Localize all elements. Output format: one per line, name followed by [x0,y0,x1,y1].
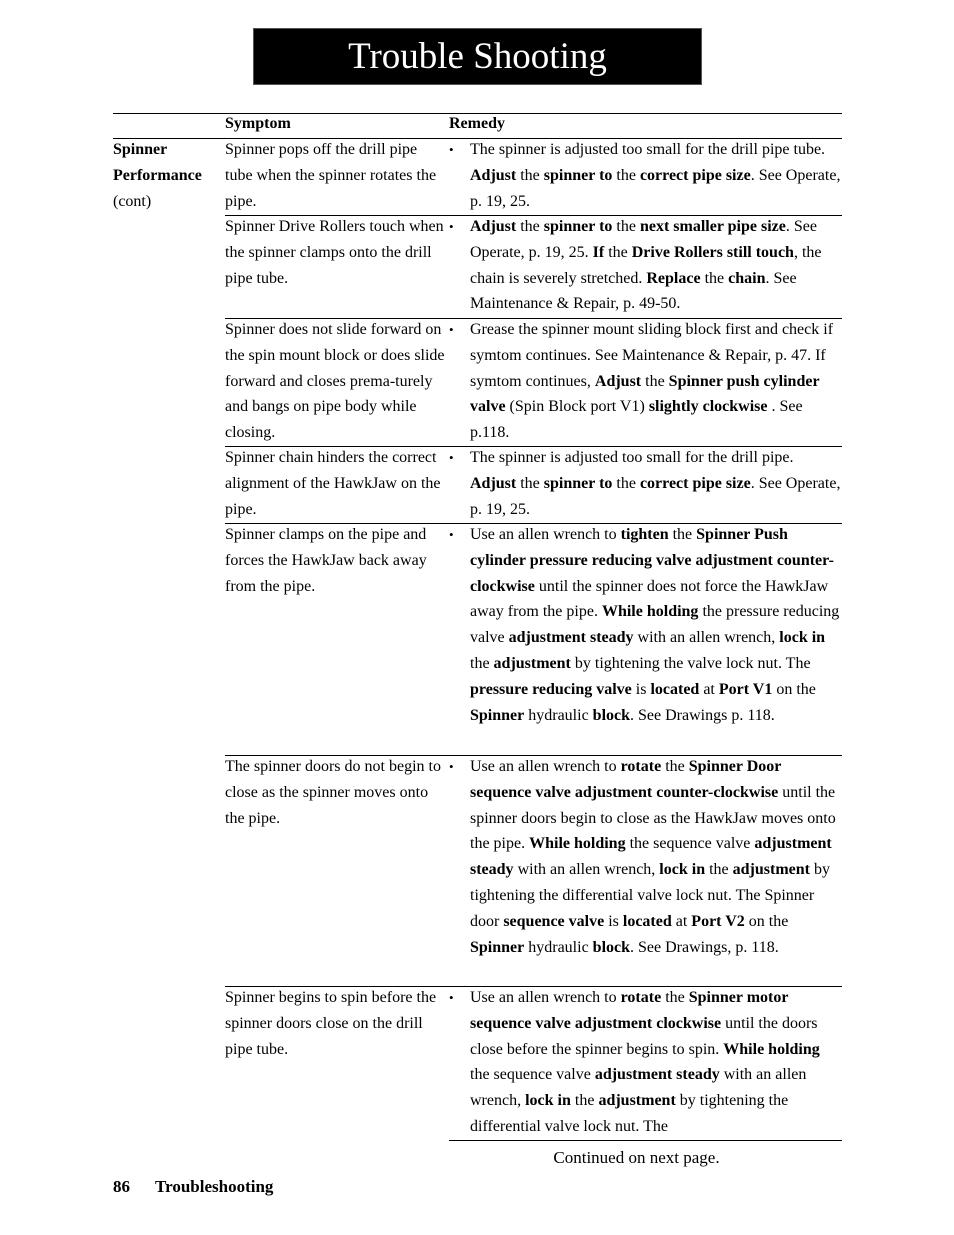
remedy-bold-text: Spinner [470,938,525,956]
remedy-bold-text: If [592,243,605,261]
remedy-bold-text: pressure reducing valve [470,680,632,698]
remedy-text [470,985,841,1140]
symptom-cell: The spinner doors do not begin to close as the spinner moves onto the pipe. [225,758,441,827]
remedy-text-run: . See Operate, p. 19, 25. [470,166,841,210]
continued-note: Continued on next page. [553,1148,720,1167]
remedy-text-run: . See Maintenance & Repair, p. 49-50. [470,269,797,313]
remedy-bold-text: Port V1 [718,680,773,698]
remedy-text-run: . See Operate, p. 19, 25. [470,218,817,261]
remedy-text-run: until the spinner does not force the HawkJaw away from the pipe. [470,577,829,621]
remedy-text-run: the [612,166,640,184]
remedy-bold-text: Spinner Push cylinder pressure reducing valve adjustment counter-clockwise [470,526,834,595]
remedy-bold-text: While holding [601,603,699,621]
remedy-bold-text: slightly clockwise [648,398,768,416]
remedy-bold-text: adjustment [598,1092,676,1110]
remedy-text-run: the [570,1092,599,1110]
remedy-bold-text: adjustment steady [508,629,634,647]
remedy-text-run: hydraulic [524,938,593,956]
remedy-bold-text: Spinner [470,706,525,724]
remedy-bold-text: adjustment steady [594,1066,720,1084]
remedy-bold-text: Port V2 [691,912,745,930]
symptom-cell: Spinner clamps on the pipe and forces the HawkJaw back away from the pipe. [225,526,427,595]
remedy-cell [449,522,841,728]
remedy-bold-text: Spinner push cylinder valve [470,372,820,416]
remedy-column-header: Remedy [449,115,505,132]
remedy-bold-text: Adjust [470,218,517,235]
bullet-icon: • [449,142,454,157]
remedy-text-run: (Spin Block port V1) [505,398,649,416]
remedy-text-run: the [641,372,669,390]
remedy-bold-text: rotate [620,989,662,1006]
remedy-text-run: . See Drawings p. 118. [630,706,775,724]
remedy-bold-text: rotate [620,758,662,775]
page-footer [113,1177,273,1197]
section-note: (cont) [113,192,152,210]
remedy-text-run: on the [744,912,789,930]
remedy-text-run: by tightening the differential valve lock nut. The [470,1092,789,1135]
remedy-text-run: the pressure reducing valve [470,603,840,647]
remedy-text [470,214,841,317]
remedy-bold-text: While holding [529,835,626,853]
remedy-bold-text: next smaller pipe size [639,218,786,235]
remedy-bold-text: Drive Rollers still touch [631,243,794,261]
remedy-bold-text: located [650,680,700,698]
remedy-text [470,137,841,214]
remedy-text-run: Grease the spinner mount sliding block first and check if symtom continues. See Maintenance & Repair, p. 47. If symtom continues, [470,321,834,390]
section-label [113,137,218,214]
table-top-rule [113,113,842,114]
remedy-text-run: the [661,989,689,1006]
remedy-text-run: The spinner is adjusted too small for the drill pipe. [470,449,794,466]
symptom-cell: Spinner does not slide forward on the spin mount block or does slide forward and closes prema-turely and bangs on pipe body while closing. [225,321,445,442]
remedy-bold-text: chain [728,269,766,287]
remedy-bold-text: adjustment [493,654,571,672]
remedy-text-run: the [516,474,544,492]
remedy-bold-text: Adjust [594,372,642,390]
remedy-text-run: . See Operate, p. 19, 25. [470,474,841,518]
remedy-text-run: the [470,654,494,672]
remedy-text-run: the [604,243,632,261]
table-bottom-rule [449,1140,842,1141]
remedy-text [470,754,841,960]
remedy-text-run: the sequence valve [470,1066,595,1084]
remedy-text-run: by tightening the differential valve lock nut. The Spinner door [470,861,830,930]
remedy-text-run: with an allen wrench, [633,629,780,647]
remedy-text-run: at [671,912,692,930]
remedy-bold-text: spinner to [543,218,613,235]
remedy-bold-text: adjustment [732,861,810,879]
remedy-bold-text: Adjust [470,474,517,492]
remedy-bold-text: While holding [723,1040,820,1058]
remedy-text-run: on the [772,680,816,698]
remedy-cell [449,317,841,446]
bullet-icon: • [449,759,454,774]
remedy-text-run: . See p.118. [470,398,803,442]
remedy-text-run: until the doors close before the spinner begins to spin. [470,1014,818,1058]
remedy-text-run: the [516,218,544,235]
remedy-text-run: the [668,526,697,543]
remedy-cell [449,137,841,214]
remedy-text-run: with an allen wrench, [513,861,660,879]
remedy-text-run: Use an allen wrench to [470,989,621,1006]
symptom-cell: Spinner chain hinders the correct alignment of the HawkJaw on the pipe. [225,449,441,518]
symptom-cell: Spinner Drive Rollers touch when the spinner clamps onto the drill pipe tube. [225,218,444,287]
remedy-text-run: hydraulic [524,706,593,724]
bullet-icon: • [449,527,454,542]
remedy-cell [449,445,841,522]
remedy-text-run: the [661,758,689,775]
remedy-bold-text: Replace [646,269,701,287]
bullet-icon: • [449,450,454,465]
remedy-text [470,522,841,728]
page-title: Trouble Shooting [253,28,702,85]
remedy-text [470,317,841,446]
remedy-text-run: . See Drawings, p. 118. [630,938,779,956]
remedy-text-run: is [631,680,651,698]
symptom-column-header: Symptom [225,115,291,132]
remedy-bold-text: lock in [525,1092,571,1110]
remedy-bold-text: block [592,706,631,724]
remedy-text-run: Use an allen wrench to [470,526,621,543]
remedy-text-run: is [604,912,623,930]
remedy-text [470,445,841,522]
symptom-cell: Spinner pops off the drill pipe tube when the spinner rotates the pipe. [225,141,437,210]
remedy-bold-text: spinner to [543,166,613,184]
remedy-bold-text: Adjust [470,166,517,184]
remedy-text-run: the [612,218,640,235]
remedy-text-run: with an allen wrench, [470,1066,807,1110]
remedy-text-run: , the chain is severely stretched. [470,243,822,287]
remedy-text-run: the [612,474,640,492]
remedy-bold-text: correct pipe size [639,474,751,492]
remedy-text-run: the sequence valve [625,835,755,853]
footer-section: Troubleshooting [155,1177,274,1196]
remedy-cell [449,214,841,317]
remedy-bold-text: lock in [659,861,706,879]
remedy-text-run: the [516,166,544,184]
remedy-text-run: the [705,861,733,879]
section-name-line2: Performance [113,166,202,184]
bullet-icon: • [449,322,454,337]
remedy-bold-text: tighten [620,526,669,543]
remedy-text-run: until the spinner doors begin to close as the HawkJaw moves onto the pipe. [470,783,836,853]
remedy-text-run: Use an allen wrench to [470,758,621,775]
page-number: 86 [113,1177,130,1196]
remedy-text-run: at [699,680,719,698]
remedy-cell [449,754,841,960]
remedy-bold-text: lock in [779,629,826,647]
remedy-text-run: by tightening the valve lock nut. The [570,654,811,672]
remedy-text-run: the [700,269,729,287]
remedy-bold-text: adjustment steady [470,835,832,879]
remedy-bold-text: sequence valve [503,912,605,930]
remedy-text-run: The spinner is adjusted too small for the drill pipe tube. [470,141,826,158]
remedy-bold-text: Spinner motor sequence valve adjustment clockwise [470,989,789,1032]
section-name-line1: Spinner [113,141,168,158]
bullet-icon: • [449,219,454,234]
bullet-icon: • [449,990,454,1005]
remedy-bold-text: located [622,912,672,930]
remedy-cell [449,985,841,1140]
remedy-bold-text: correct pipe size [639,166,751,184]
symptom-cell: Spinner begins to spin before the spinner doors close on the drill pipe tube. [225,989,437,1058]
remedy-bold-text: block [592,938,631,956]
remedy-bold-text: spinner to [543,474,613,492]
remedy-bold-text: Spinner Door sequence valve adjustment counter-clockwise [470,758,782,801]
